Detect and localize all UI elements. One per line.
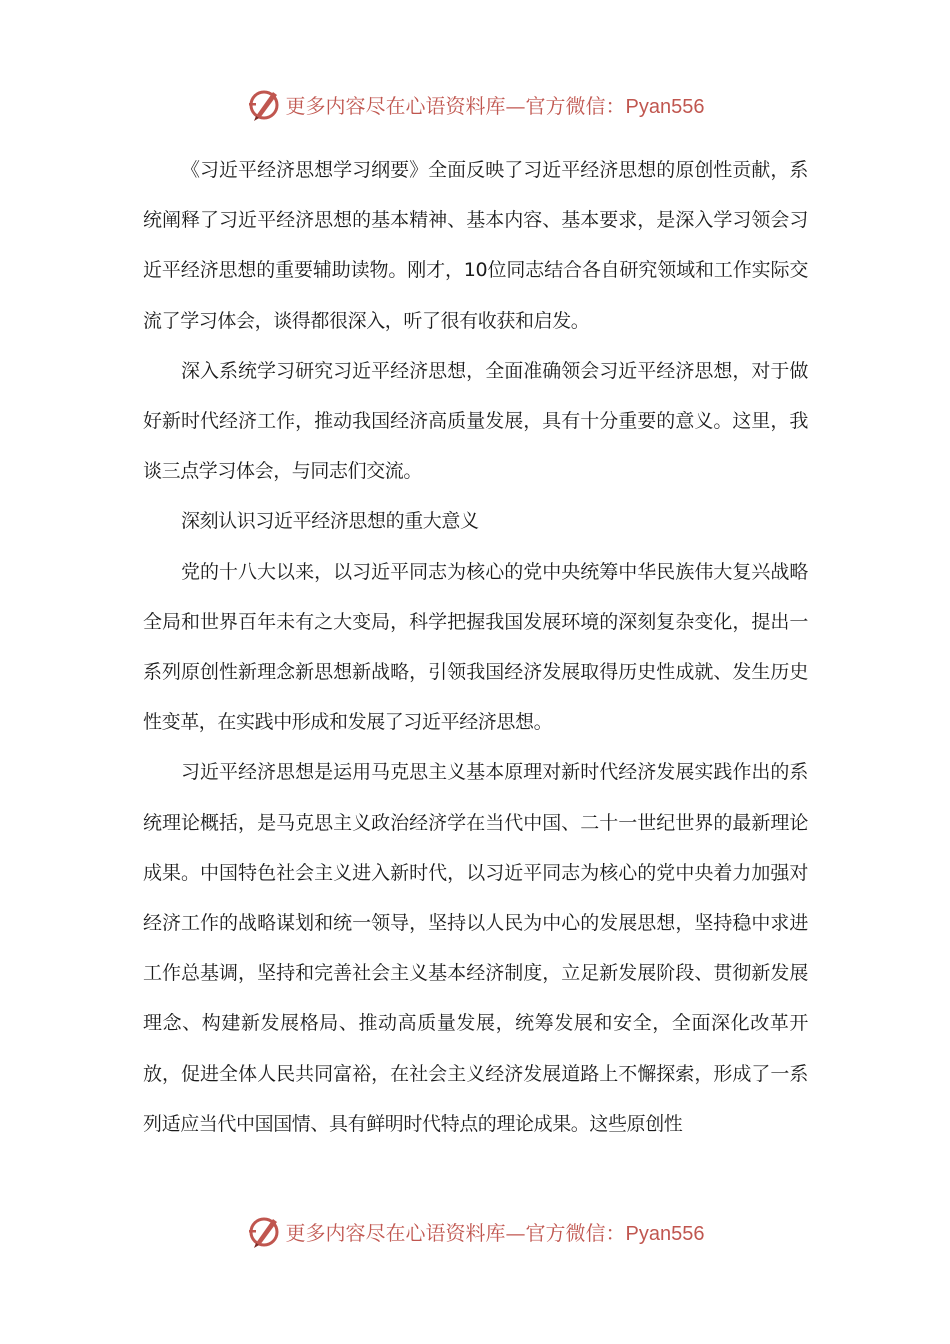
header-wechat-id: Pyan556	[625, 95, 705, 118]
footer-wechat-id: Pyan556	[625, 1222, 705, 1245]
header-banner-text	[286, 90, 705, 119]
paragraph: 习近平经济思想是运用马克思主义基本原理对新时代经济发展实践作出的系统理论概括，是马克思主义政治经济学在当代中国、二十一世纪世界的最新理论成果。中国特色社会主义进入新时代，以习近平同志为核心的党中央着力加强对经济工作的战略谋划和统一领导，坚持以人民为中心的发展思想，坚持稳中求进工作总基调，坚持和完善社会主义基本经济制度，立足新发展阶段、贯彻新发展理念、构建新发展格局、推动高质量发展，统筹发展和安全，全面深化改革开放，促进全体人民共同富裕，在社会主义经济发展道路上不懈探索，形成了一系列适应当代中国国情、具有鲜明时代特点的理论成果。这些原创性	[143, 761, 808, 1135]
paragraph: 《习近平经济思想学习纲要》全面反映了习近平经济思想的原创性贡献，系统阐释了习近平经济思想的基本精神、基本内容、基本要求，是深入学习领会习近平经济思想的重要辅助读物。刚才，10位同志结合各自研究领域和工作实际交流了学习体会，谈得都很深入，听了很有收获和启发。	[143, 159, 808, 332]
header-banner	[0, 84, 950, 124]
footer-banner-text	[286, 1217, 705, 1246]
document-body	[143, 145, 808, 1149]
footer-banner	[0, 1211, 950, 1251]
pen-logo-icon	[246, 86, 282, 122]
section-heading: 深刻认识习近平经济思想的重大意义	[181, 510, 479, 533]
paragraph: 党的十八大以来，以习近平同志为核心的党中央统筹中华民族伟大复兴战略全局和世界百年未有之大变局，科学把握我国发展环境的深刻复杂变化，提出一系列原创性新理念新思想新战略，引领我国经济发展取得历史性成就、发生历史性变革，在实践中形成和发展了习近平经济思想。	[143, 560, 808, 734]
paragraph: 深入系统学习研究习近平经济思想，全面准确领会习近平经济思想，对于做好新时代经济工作，推动我国经济高质量发展，具有十分重要的意义。这里，我谈三点学习体会，与同志们交流。	[143, 359, 808, 483]
pen-logo-icon	[246, 1213, 282, 1249]
footer-banner-slogan: 更多内容尽在心语资料库—官方微信：	[285, 1220, 626, 1245]
header-banner-slogan: 更多内容尽在心语资料库—官方微信：	[285, 93, 626, 118]
